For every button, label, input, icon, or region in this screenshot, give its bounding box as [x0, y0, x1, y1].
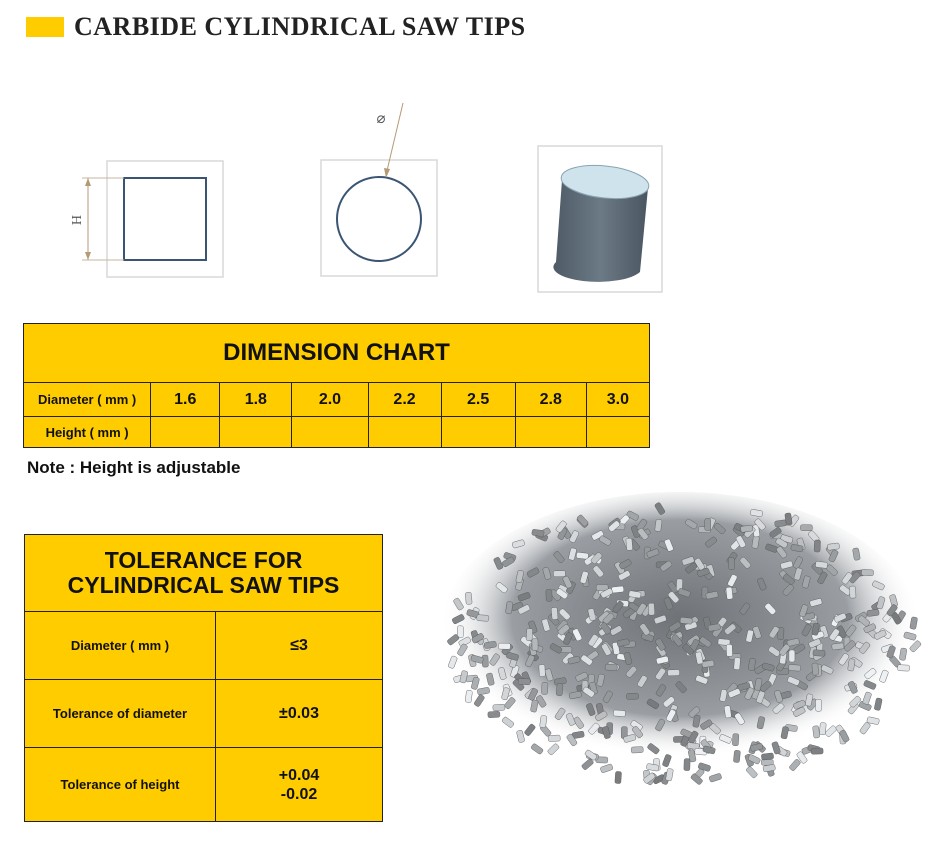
cylinder-3d-figure	[536, 144, 666, 296]
tip-piece	[861, 569, 873, 576]
tip-piece	[814, 540, 821, 552]
tolerance-table	[24, 534, 383, 822]
tip-piece	[746, 766, 759, 779]
tip-piece	[648, 603, 655, 615]
tip-piece	[732, 734, 739, 746]
tolerance-minus-value: -0.02	[280, 785, 318, 803]
tip-piece	[539, 664, 546, 676]
top-view-figure	[318, 98, 443, 283]
tip-piece	[788, 664, 800, 671]
tip-piece	[812, 663, 819, 675]
height-cell	[441, 417, 515, 448]
height-cell	[292, 417, 368, 448]
tip-piece	[728, 557, 735, 569]
tip-piece	[733, 750, 740, 763]
tip-piece	[611, 586, 624, 593]
tip-piece	[576, 552, 589, 559]
tip-piece	[800, 525, 812, 531]
diameter-cell: 2.0	[292, 383, 368, 417]
diameter-row-label: Diameter ( mm )	[24, 383, 151, 417]
tip-piece	[816, 699, 822, 711]
height-cell	[220, 417, 292, 448]
diameter-symbol: ⌀	[376, 109, 386, 127]
tip-piece	[849, 586, 856, 598]
tip-piece	[532, 639, 538, 651]
tolerance-title-line-1: TOLERANCE FOR	[104, 547, 303, 573]
tip-piece	[498, 643, 510, 649]
diameter-cell: 3.0	[586, 383, 649, 417]
tolerance-table-title	[25, 535, 383, 612]
tip-piece	[789, 759, 801, 772]
height-note: Note : Height is adjustable	[27, 458, 241, 477]
height-row-label: Height ( mm )	[24, 417, 151, 448]
tip-piece	[541, 682, 548, 694]
product-photo-tips-pile	[410, 462, 940, 862]
tip-piece	[680, 617, 693, 624]
tolerance-row-label: Diameter ( mm )	[25, 612, 216, 680]
tip-piece	[518, 678, 530, 685]
tolerance-row-value: ±0.03	[216, 680, 383, 748]
tip-piece	[789, 650, 795, 662]
tip-piece	[684, 758, 690, 770]
tip-piece	[726, 587, 733, 600]
tip-piece	[897, 665, 909, 672]
tip-piece	[553, 571, 565, 577]
tip-piece	[626, 693, 638, 699]
tip-piece	[465, 690, 472, 703]
tip-piece	[631, 746, 643, 753]
tolerance-plus-value: +0.04	[278, 766, 320, 784]
tip-piece	[813, 650, 825, 657]
height-cell	[368, 417, 441, 448]
tolerance-row-label: Tolerance of height	[25, 748, 216, 822]
height-cell	[151, 417, 220, 448]
tolerance-row-value: ≤3	[216, 612, 383, 680]
tip-piece	[626, 538, 633, 550]
tip-piece	[726, 644, 732, 656]
tip-piece	[815, 561, 828, 568]
tip-piece	[819, 722, 826, 734]
diameter-cell: 2.5	[441, 383, 515, 417]
tip-piece	[526, 628, 533, 640]
tip-piece	[596, 585, 608, 591]
tip-piece	[709, 773, 722, 782]
tolerance-row-value	[216, 748, 383, 822]
height-cell	[586, 417, 649, 448]
tip-piece	[556, 683, 563, 695]
tip-piece	[761, 753, 774, 760]
height-symbol: H	[70, 214, 85, 226]
tip-piece	[615, 771, 622, 783]
tip-piece	[811, 748, 823, 754]
tolerance-row-label: Tolerance of diameter	[25, 680, 216, 748]
page-title: CARBIDE CYLINDRICAL SAW TIPS	[74, 12, 526, 41]
tip-piece	[546, 589, 552, 601]
height-cell	[515, 417, 586, 448]
tip-piece	[493, 704, 505, 711]
tip-piece	[465, 592, 472, 604]
diameter-cell: 2.8	[515, 383, 586, 417]
tip-piece	[548, 735, 560, 742]
tip-piece	[613, 710, 625, 717]
tip-piece	[832, 643, 845, 650]
diameter-cell: 1.8	[220, 383, 292, 417]
tip-piece	[600, 764, 613, 774]
dimension-chart-title: DIMENSION CHART	[24, 324, 650, 383]
side-view-figure	[60, 158, 230, 283]
tip-piece	[605, 664, 617, 671]
title-accent-bar	[26, 17, 64, 37]
tip-piece	[812, 726, 819, 739]
tip-piece	[477, 615, 489, 622]
tip-piece	[488, 711, 500, 718]
diameter-cell: 2.2	[368, 383, 441, 417]
tip-piece	[705, 519, 711, 531]
tip-piece	[867, 609, 880, 616]
dimension-chart-table	[23, 323, 650, 448]
tip-piece	[551, 607, 558, 619]
diameter-cell: 1.6	[151, 383, 220, 417]
tip-piece	[667, 669, 679, 675]
tip-piece	[734, 657, 741, 669]
tolerance-title-line-2: CYLINDRICAL SAW TIPS	[67, 572, 340, 598]
